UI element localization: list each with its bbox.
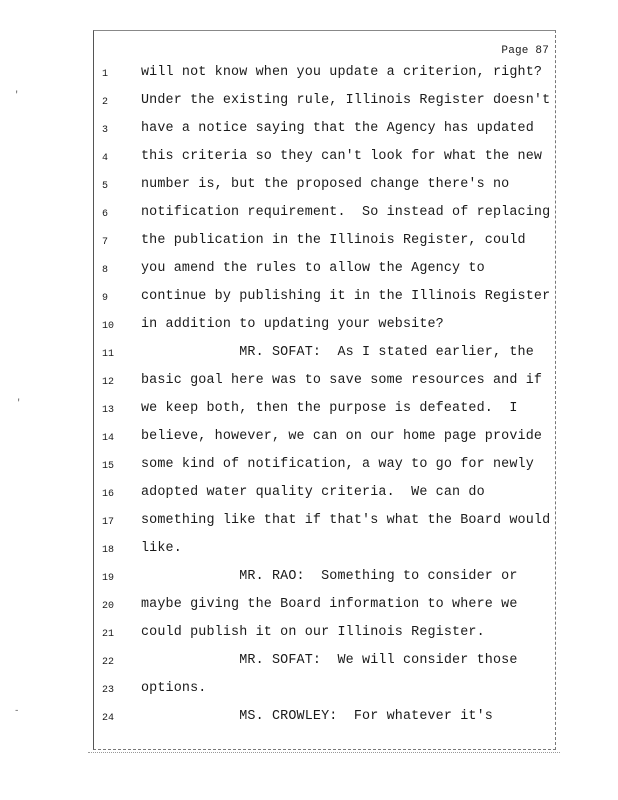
transcript-line xyxy=(94,203,557,231)
line-text: will not know when you update a criterion, right? xyxy=(141,65,543,80)
scan-noise-line xyxy=(88,752,560,755)
transcript-line xyxy=(94,567,557,595)
transcript-line xyxy=(94,707,557,735)
line-number: 24 xyxy=(102,713,115,724)
line-text: adopted water quality criteria. We can do xyxy=(141,485,485,500)
transcript-line xyxy=(94,483,557,511)
line-number: 23 xyxy=(102,685,115,696)
transcript-line xyxy=(94,91,557,119)
transcript-line xyxy=(94,119,557,147)
line-number: 18 xyxy=(102,545,115,556)
line-text: we keep both, then the purpose is defeated. I xyxy=(141,401,518,416)
line-text: continue by publishing it in the Illinois Register xyxy=(141,289,551,304)
line-number: 15 xyxy=(102,461,115,472)
transcript-line xyxy=(94,63,557,91)
line-text: MR. SOFAT: As I stated earlier, the xyxy=(141,345,534,360)
transcript-line xyxy=(94,455,557,483)
line-text: could publish it on our Illinois Register. xyxy=(141,625,485,640)
line-number: 22 xyxy=(102,657,115,668)
line-text: MR. RAO: Something to consider or xyxy=(141,569,518,584)
line-number: 6 xyxy=(102,209,109,220)
line-number: 14 xyxy=(102,433,115,444)
line-number: 1 xyxy=(102,69,109,80)
line-number: 7 xyxy=(102,237,109,248)
line-number: 21 xyxy=(102,629,115,640)
line-number: 17 xyxy=(102,517,115,528)
line-text: notification requirement. So instead of replacing xyxy=(141,205,551,220)
scan-speck: ' xyxy=(14,90,20,100)
transcript-line xyxy=(94,175,557,203)
transcript-line xyxy=(94,511,557,539)
line-number: 3 xyxy=(102,125,109,136)
transcript-line xyxy=(94,259,557,287)
line-number: 12 xyxy=(102,377,115,388)
line-text: basic goal here was to save some resources and if xyxy=(141,373,543,388)
scan-speck: ' xyxy=(16,398,22,408)
scan-speck: - xyxy=(14,706,20,716)
transcript-line xyxy=(94,231,557,259)
line-number: 4 xyxy=(102,153,109,164)
line-text: have a notice saying that the Agency has updated xyxy=(141,121,534,136)
transcript-line xyxy=(94,315,557,343)
line-text: like. xyxy=(141,541,182,556)
line-text: number is, but the proposed change there's no xyxy=(141,177,510,192)
line-number: 9 xyxy=(102,293,109,304)
transcript-line xyxy=(94,147,557,175)
line-number: 5 xyxy=(102,181,109,192)
transcript-line xyxy=(94,287,557,315)
line-text: you amend the rules to allow the Agency to xyxy=(141,261,485,276)
transcript-line xyxy=(94,399,557,427)
line-number: 16 xyxy=(102,489,115,500)
line-text: MS. CROWLEY: For whatever it's xyxy=(141,709,493,724)
line-text: MR. SOFAT: We will consider those xyxy=(141,653,518,668)
line-number: 11 xyxy=(102,349,115,360)
transcript-line xyxy=(94,651,557,679)
transcript-line xyxy=(94,427,557,455)
line-text: something like that if that's what the Board would xyxy=(141,513,551,528)
line-number: 20 xyxy=(102,601,115,612)
line-text: believe, however, we can on our home page provide xyxy=(141,429,543,444)
line-text: in addition to updating your website? xyxy=(141,317,444,332)
transcript-line xyxy=(94,343,557,371)
line-number: 8 xyxy=(102,265,109,276)
line-text: Under the existing rule, Illinois Register doesn't xyxy=(141,93,551,108)
line-text: this criteria so they can't look for what the new xyxy=(141,149,543,164)
line-text: options. xyxy=(141,681,207,696)
transcript-line xyxy=(94,679,557,707)
line-text: the publication in the Illinois Register, could xyxy=(141,233,526,248)
transcript-line xyxy=(94,623,557,651)
transcript-line xyxy=(94,539,557,567)
transcript-page xyxy=(93,30,556,750)
line-number: 13 xyxy=(102,405,115,416)
line-number: 10 xyxy=(102,321,115,332)
line-text: some kind of notification, a way to go for newly xyxy=(141,457,534,472)
line-number: 2 xyxy=(102,97,109,108)
transcript-line xyxy=(94,595,557,623)
page-number: Page 87 xyxy=(501,45,549,57)
transcript-line xyxy=(94,371,557,399)
line-number: 19 xyxy=(102,573,115,584)
line-text: maybe giving the Board information to where we xyxy=(141,597,518,612)
